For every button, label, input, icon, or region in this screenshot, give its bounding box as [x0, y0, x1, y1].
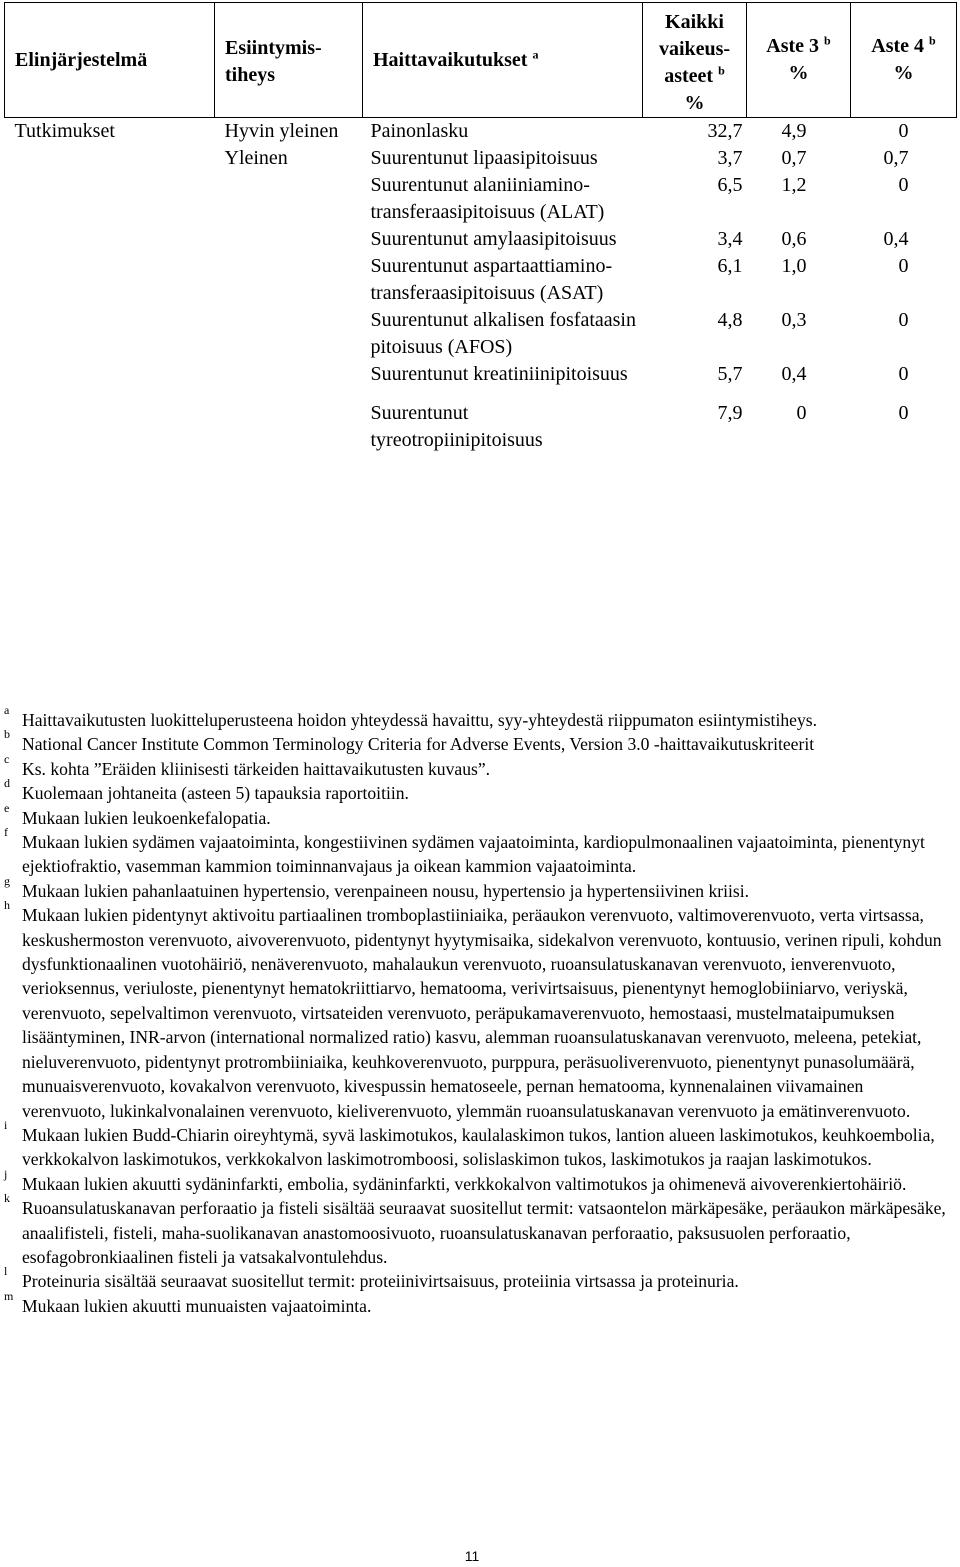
cell-grade-4: 0 — [898, 363, 909, 385]
footnote — [0, 1288, 950, 1318]
footnote-mark: k — [4, 1191, 10, 1206]
cell-all-grades: 5,7 — [717, 363, 743, 385]
footnote-text: Ks. kohta ”Eräiden kliinisesti tärkeiden haittavaikutusten kuvaus”. — [22, 758, 491, 779]
cell-grade-3: 0,4 — [781, 363, 807, 385]
cell-grade-3: 1,0 — [781, 255, 807, 277]
footnote-text: Mukaan lukien pidentynyt aktivoitu partiaalinen tromboplastiiniaika, peräaukon verenvuoto, valtimoverenvuoto, verta virtsassa, keskushermoston verenvuoto, aivoverenvuoto, pidentynyt hyytymisaika, sidekalvon verenvuoto, kontuusio, verinen ripuli, kohdun dysfunktionaalinen vuotohäiriö, nenäverenvuoto, mahalaukun verenvuoto, ruoansulatuskanavan verenvuoto, ienverenvuoto, verioksennus, veriuloste, pienentynyt hematokriittiarvo, hematooma, verivirtsaisuus, pienentynyt hemoglobiiniarvo, veriyskä, verenvuoto, sepelvaltimon verenvuoto, virtsateiden verenvuoto, peräpukamaverenvuoto, hemostaasi, mustelmataipumuksen lisääntyminen, INR-arvon (international normalized ratio) kasvu, alemman ruoansulatuskanavan verenvuoto, meleena, petekiat, nieluverenvuoto, pidentynyt protrombiiniaika, keuhkoverenvuoto, purppura, peräsuoliverenvuoto, pienentynyt punasolumäärä, munuaisverenvuoto, kovakalvon verenvuoto, kivespussin hematoseele, pernan hematooma, kynnenalainen viivamainen verenvuoto, lukinkalvonalainen verenvuoto, kieliverenvuoto, ylemmän ruoansulatuskanavan verenvuoto ja emätinverenvuoto. — [22, 905, 942, 1121]
footnote — [0, 800, 950, 830]
header-frequency: Esiintymis- tiheys — [215, 3, 363, 118]
cell-grade-3: 0,3 — [781, 309, 807, 331]
page-number: 11 — [464, 1548, 480, 1564]
table-row — [5, 307, 957, 361]
cell-system — [5, 361, 215, 388]
footnote — [0, 727, 950, 756]
header-adverse-effects: Haittavaikutukset $^a$ — [363, 3, 643, 118]
footnote-mark: h — [4, 898, 10, 913]
footnotes — [0, 703, 950, 1318]
cell-grade-3: 4,9 — [781, 120, 807, 142]
cell-all-grades: 3,4 — [717, 228, 743, 250]
cell-system — [5, 145, 215, 172]
header-all-grades: Kaikki vaikeus- asteet $^b$ % — [643, 3, 747, 118]
footnote-mark: e — [4, 800, 10, 815]
footnote-text: National Cancer Institute Common Terminology Criteria for Adverse Events, Version 3.0 -haittavaikutuskriteerit — [22, 734, 815, 755]
footnote-mark: l — [4, 1264, 8, 1279]
cell-grade-3: 0 — [796, 402, 807, 424]
cell-adverse-effect: Suurentunut alkalisen fosfataasin pitoisuus (AFOS) — [370, 309, 636, 358]
cell-all-grades: 3,7 — [717, 147, 743, 169]
table-row — [5, 253, 957, 307]
footnote — [0, 703, 950, 732]
cell-adverse-effect: Painonlasku — [370, 120, 469, 142]
header-grade-4: Aste 4 $^b$ % — [851, 3, 957, 118]
footnote — [0, 898, 950, 1123]
cell-grade-3: 0,6 — [781, 228, 807, 250]
footnote — [0, 1117, 950, 1172]
cell-grade-4: 0,4 — [883, 228, 909, 250]
cell-system — [5, 307, 215, 361]
table-row — [5, 226, 957, 253]
footnote-text: Ruoansulatuskanavan perforaatio ja fisteli sisältää seuraavat suositellut termit: vatsaontelon märkäpesäke, peräaukon märkäpesäke, anaalifisteli, fisteli, maha-suolikanavan anastomoosivuoto, ruoansulatuskanavan perforaatio, paksusuolen perforaatio, esofagobronkiaalinen fisteli ja vatsakalvontulehdus. — [22, 1198, 946, 1267]
cell-frequency: Yleinen — [224, 147, 288, 169]
footnote-text: Proteinuria sisältää seuraavat suositellut termit: proteiinivirtsaisuus, proteiinia virtsassa ja proteinuria. — [22, 1271, 739, 1292]
footnote-mark: j — [4, 1166, 8, 1181]
table-row — [5, 172, 957, 226]
table-row — [5, 118, 957, 146]
footnote-text: Haittavaikutusten luokitteluperusteena hoidon yhteydessä havaittu, syy-yhteydestä riippumaton esiintymistiheys. — [22, 710, 817, 730]
cell-system: Tutkimukset — [14, 120, 115, 142]
footnote-mark: a — [4, 703, 10, 717]
cell-frequency — [215, 253, 363, 307]
footnote-text: Kuolemaan johtaneita (asteen 5) tapauksia raportoitiin. — [22, 783, 409, 804]
footnote-mark: f — [4, 825, 8, 840]
footnote — [0, 1264, 950, 1293]
cell-frequency — [215, 226, 363, 253]
table-row — [5, 145, 957, 172]
cell-system — [5, 172, 215, 226]
cell-adverse-effect: Suurentunut lipaasipitoisuus — [370, 147, 598, 169]
footnote-text: Mukaan lukien leukoenkefalopatia. — [22, 807, 271, 828]
footnote — [0, 776, 950, 805]
footnote — [0, 825, 950, 879]
cell-grade-4: 0 — [898, 174, 909, 196]
footnote — [0, 1191, 950, 1269]
cell-grade-3: 0,7 — [781, 147, 807, 169]
table-row — [5, 361, 957, 388]
footnote — [0, 873, 950, 903]
footnote — [0, 1166, 950, 1196]
cell-grade-4: 0 — [898, 120, 909, 142]
cell-frequency — [215, 307, 363, 361]
footnote-mark: b — [4, 727, 10, 742]
footnote-mark: d — [4, 776, 10, 791]
footnote-mark: g — [4, 873, 10, 888]
cell-adverse-effect: Suurentunut kreatiniinipitoisuus — [370, 363, 628, 385]
header-grade-3: Aste 3 $^b$ % — [747, 3, 851, 118]
cell-system — [5, 226, 215, 253]
cell-grade-3: 1,2 — [781, 174, 807, 196]
footnote-mark: m — [4, 1288, 14, 1303]
table-header-row — [5, 3, 957, 118]
cell-frequency — [215, 172, 363, 226]
cell-system — [5, 388, 215, 454]
cell-all-grades: 32,7 — [707, 120, 743, 142]
cell-adverse-effect: Suurentunut amylaasipitoisuus — [370, 228, 617, 250]
adverse-effects-table — [4, 2, 957, 454]
cell-adverse-effect: Suurentunut alaniiniamino-transferaasipitoisuus (ALAT) — [370, 174, 605, 223]
footnote — [0, 751, 950, 781]
header-system: Elinjärjestelmä — [5, 3, 215, 118]
cell-grade-4: 0,7 — [883, 147, 909, 169]
table-row — [5, 388, 957, 454]
cell-adverse-effect: Suurentunut aspartaattiamino-transferaasipitoisuus (ASAT) — [370, 255, 613, 304]
cell-grade-4: 0 — [898, 309, 909, 331]
footnote-text: Mukaan lukien akuutti munuaisten vajaatoiminta. — [22, 1295, 372, 1316]
cell-all-grades: 6,1 — [717, 255, 743, 277]
footnote-text: Mukaan lukien Budd-Chiarin oireyhtymä, syvä laskimotukos, kaulalaskimon tukos, lantion alueen laskimotukos, keuhkoembolia, verkkokalvon laskimotukos, verkkokalvon laskimotromboosi, solislaskimon tukos, laskimotukos ja raajan laskimotukos. — [22, 1124, 935, 1170]
footnote-text: Mukaan lukien akuutti sydäninfarkti, embolia, sydäninfarkti, verkkokalvon valtimotukos ja ohimenevä aivoverenkiertohäiriö. — [22, 1173, 907, 1194]
cell-adverse-effect: Suurentunut tyreotropiinipitoisuus — [370, 402, 543, 451]
cell-all-grades: 4,8 — [717, 309, 743, 331]
cell-grade-4: 0 — [898, 402, 909, 424]
cell-frequency: Hyvin yleinen — [224, 120, 339, 142]
cell-frequency — [215, 388, 363, 454]
footnote-mark: i — [4, 1117, 8, 1132]
cell-all-grades: 6,5 — [717, 174, 743, 196]
footnote-text: Mukaan lukien pahanlaatuinen hypertensio, verenpaineen nousu, hypertensio ja hypertensiivinen kriisi. — [22, 880, 750, 901]
cell-frequency — [215, 361, 363, 388]
footnote-text: Mukaan lukien sydämen vajaatoiminta, kongestiivinen sydämen vajaatoiminta, kardiopulmonaalinen vajaatoiminta, pienentynyt ejektiofraktio, vasemman kammion toiminnanvajaus ja oikean kammion vajaatoiminta. — [22, 832, 925, 877]
cell-all-grades: 7,9 — [717, 402, 743, 424]
cell-grade-4: 0 — [898, 255, 909, 277]
footnote-mark: c — [4, 751, 10, 766]
cell-system — [5, 253, 215, 307]
